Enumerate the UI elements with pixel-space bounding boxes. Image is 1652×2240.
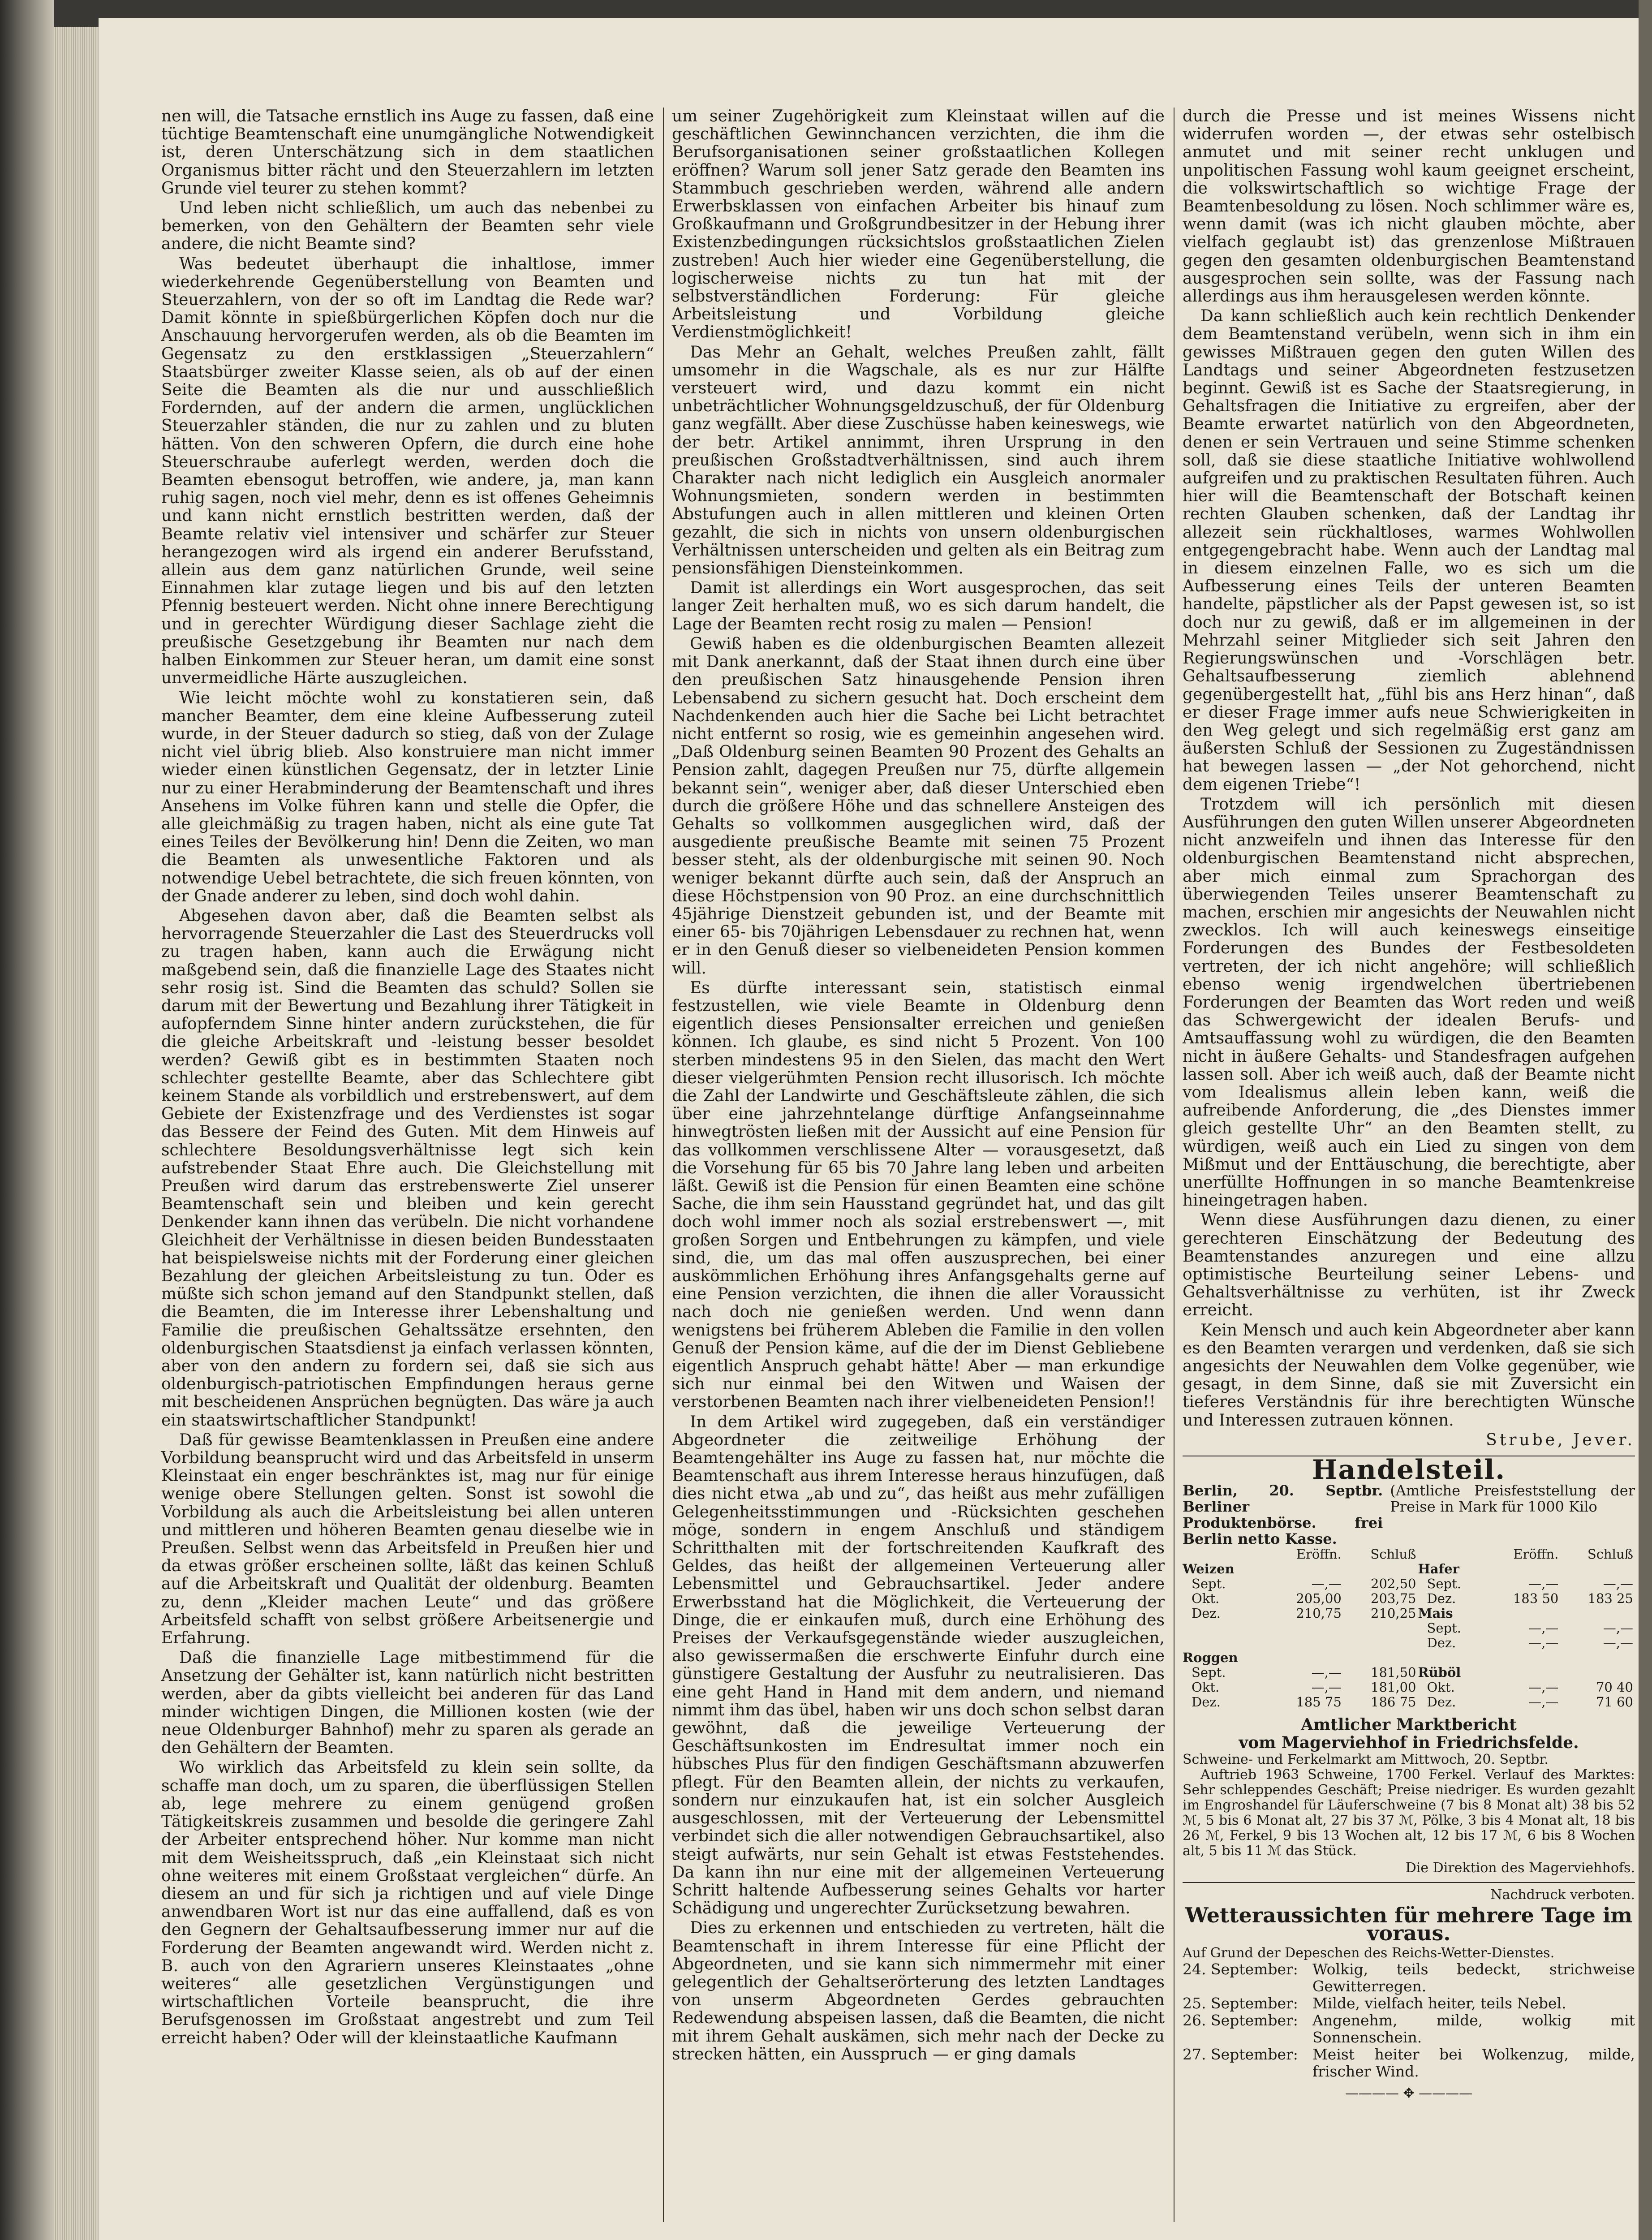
weather-intro: Auf Grund der Depeschen des Reichs-Wetter-Dienstes. <box>1183 1945 1555 1961</box>
paragraph: Damit ist allerdings ein Wort ausgesprochen, das seit langer Zeit herhalten muß, wo es sich darum handelt, die Lage der Beamten recht rosig zu malen — Pension! <box>672 579 1165 633</box>
weather-forecast-row <box>1183 1961 1635 1995</box>
article-column-1 <box>161 108 654 2049</box>
newspaper-page <box>99 18 1652 2240</box>
column-header: Schluß <box>1370 1546 1416 1562</box>
market-intro <box>1183 1482 1635 1547</box>
weather-forecast-row <box>1183 2012 1635 2046</box>
forecast-text: Wolkig, teils bedeckt, strichweise Gewitterregen. <box>1312 1960 1635 1995</box>
article-column-2 <box>672 108 1165 2065</box>
table-row: Roggen <box>1183 1650 1238 1666</box>
weather-heading: Wetteraussichten für mehrere Tage im voraus. <box>1185 1903 1633 1945</box>
market-intro-right: (Amtliche Preisfeststellung der Preise in Mark für 1000 Kilo <box>1390 1482 1635 1516</box>
forecast-date: 25. September: <box>1183 1994 1298 2012</box>
paragraph: Wenn diese Ausführungen dazu dienen, zu einer gerechteren Einschätzung der Bedeutung des Beamtenstandes anzuregen und eine allzu optimistische Beurteilung seiner Lebens- und Gehaltsverhältnisse zu verhüten, ist ihr Zweck erreicht. <box>1183 1211 1635 1320</box>
paragraph: Es dürfte interessant sein, statistisch einmal festzustellen, wie viele Beamte in Oldenburg denn eigentlich dieses Pensionsalter erreichen und genießen können. Ich glaube, es sind nicht 5 Prozent. Von 100 sterben mindestens 95 in den Sielen, das macht den Wert dieser vielgerühmten Pension recht illusorisch. Ich möchte die Zahl der Landwirte und Geschäftsleute zählen, die sich über eine jahrzehntelange dürftige Anfangseinnahme hinwegtrösten ließen mit der Aussicht auf eine Pension für das vollkommen verschlissene Alter — vorausgesetzt, daß die Vorsehung für 65 bis 70 Jahre lang leben und arbeiten läßt. Gewiß ist die Pension für einen Beamten eine schöne Sache, die ihm sein Hausstand gegründet hat, und das gilt doch wohl immer noch als sozial erstrebenswert —, mit großen Sorgen und Entbehrungen zu kämpfen, und viele sind, die, um das mal offen auszusprechen, bei einer auskömmlichen Erhöhung ihres Anfangsgehalts gerne auf eine Pension verzichten, die ihnen die aller Voraussicht nach doch nie genießen werden. Und wenn dann wenigstens bei früherem Ableben die Familie in den vollen Genuß der Pension käme, auf die der im Dienst Gebliebene eigentlich Anspruch gehabt hätte! Aber — man erkundige sich nur einmal bei den Witwen und Waisen der verstorbenen Beamten nach ihrer vielbeneideten Pension!! <box>672 978 1165 1412</box>
page-stack <box>54 27 99 2240</box>
paragraph: Das Mehr an Gehalt, welches Preußen zahlt, fällt umsomehr in die Wagschale, als es nur zur Hälfte versteuert wird, und dazu kommt ein nicht unbeträchtlicher Wohnungsgeldzuschuß, der für Oldenburg ganz wegfällt. Aber diese Zuschüsse haben keineswegs, wie der betr. Artikel annimmt, ihren Ursprung in den preußischen Großstadtverhältnissen, sind auch ihrem Charakter nach nicht lediglich ein Ausgleich anormaler Wohnungsmieten, sondern werden in bestimmten Abstufungen auch in allen mittleren und kleinen Orten gezahlt, die sich in nichts von unsern oldenburgischen Verhältnissen unterscheiden und gelten als ein Beitrag zum pensionsfähigen Diensteinkommen. <box>672 343 1165 578</box>
forecast-text: Angenehm, milde, wolkig mit Sonnenschein. <box>1312 2012 1635 2046</box>
column-header: Schluß <box>1587 1546 1633 1562</box>
table-row: Sept. —,— —,— <box>1427 1620 1633 1636</box>
paragraph: Daß für gewisse Beamtenklassen in Preußen eine andere Vorbildung beansprucht wird und das Arbeitsfeld in unserm Kleinstaat ein enger beschränktes ist, mag nur für einige wenige obere Stellungen gelten. Sonst ist sowohl die Vorbildung als auch die Arbeitsleistung bei allen unteren und mittleren und höheren Beamten genau dieselbe wie in Preußen. Selbst wenn das Arbeitsfeld in Preußen hier und da etwas größer erscheinen sollte, läßt das keinen Schluß auf die Arbeitskraft und Qualität der oldenburg. Beamten zu, denn „Kleider machen Leute“ und das größere Arbeitsfeld schafft von selbst größere Arbeitsenergie und Erfahrung. <box>161 1430 654 1648</box>
forecast-text: Meist heiter bei Wolkenzug, milde, frischer Wind. <box>1312 2046 1635 2081</box>
column-header: Eröffn. <box>1296 1546 1342 1562</box>
end-ornament: ———— ✥ ———— <box>1345 2085 1473 2102</box>
column-divider <box>663 108 664 2222</box>
paragraph: Wo wirklich das Arbeitsfeld zu klein sein sollte, da schaffe man doch, um zu sparen, die überflüssigen Stellen ab, lege mehrere zu einem genügend großen Tätigkeitskreis zusammen und besolde die geringere Zahl der Arbeiter entsprechend höher. Nur komme man nicht mit dem Weisheitsspruch, daß „ein Kleinstaat sich nicht ohne weiteres mit einem Großstaat vergleichen“ dürfe. An diesem an und für sich ja richtigen und auf viele Dinge anwendbaren Wort ist nur das eine auffallend, daß es von den Gegnern der Gehaltsaufbesserung immer nur auf die Forderung der Beamten angewandt wird. Werden nicht z. B. auch von den Agrariern unseres Kleinstaates „ohne weiteres“ alle gesetzlichen Vergünstigungen und wirtschaftlichen Vorteile beansprucht, die ihre Berufsgenossen im Großstaat angestrebt und zum Teil erreicht haben? Oder will der kleinstaatliche Kaufmann <box>161 1758 654 2047</box>
table-row: Dez. 210,75 210,25 Mais <box>1192 1606 1453 1621</box>
table-row: Dez. 185 75 186 75 Dez. —,— 71 60 <box>1192 1694 1633 1710</box>
weather-forecast-row <box>1183 1995 1635 2012</box>
paragraph: nen will, die Tatsache ernstlich ins Auge zu fassen, daß eine tüchtige Beamtenschaft eine unumgängliche Notwendigkeit ist, deren Unterschätzung sich in dem staatlichen Organismus bitter rächt und den Steuerzahlern im letzten Grunde viel teurer zu stehen kommt? <box>161 107 654 198</box>
market-report-title: Amtlicher Marktbericht <box>1301 1715 1517 1735</box>
paragraph: Wie leicht möchte wohl zu konstatieren sein, daß mancher Beamter, dem eine kleine Aufbesserung zuteil wurde, in der Steuer dadurch so stieg, daß von der Zulage nicht viel übrig blieb. Also konstruiere man nicht immer wieder einen künstlichen Gegensatz, der in letzter Linie nur zu einer Herabminderung der Beamtenschaft und ihres Ansehens im Volke führen kann und stelle die Opfer, die alle gleichmäßig zu tragen haben, nicht als eine gute Tat eines Teiles der Bevölkerung hin! Denn die Zeiten, wo man die Beamten als unwesentliche Faktoren und als notwendige Uebel betrachtete, die sich freuen könnten, von der Gnade anderer zu leben, sind doch wohl dahin. <box>161 689 654 905</box>
paragraph: Gewiß haben es die oldenburgischen Beamten allezeit mit Dank anerkannt, daß der Staat ihnen durch eine über den preußischen Satz hinausgehende Pension ihren Lebensabend zu sichern gesucht hat. Doch erscheint dem Nachdenkenden auch hier die Sache bei Licht betrachtet nicht entfernt so rosig, wie es gemeinhin angesehen wird. „Daß Oldenburg seinen Beamten 90 Prozent des Gehalts an Pension zahlt, dagegen Preußen nur 75, dürfte allgemein bekannt sein“, weniger aber, daß dieser Unterschied eben durch die größere Höhe und das schnellere Ansteigen des Gehalts so vollkommen ausgeglichen wird, daß der ausgediente preußische Beamte mit seinen 75 Prozent besser steht, als der oldenburgische mit seinen 90. Noch weniger bekannt dürfte auch sein, daß der Anspruch an diese Höchstpension von 90 Proz. an eine durchschnittlich 45jährige Dienstzeit gebunden ist, und der Beamte mit einer 65- bis 70jährigen Lebensdauer zu rechnen hat, wenn er in den Genuß dieser so vielbeneideten Pension kommen will. <box>672 634 1165 978</box>
price-table-header <box>1183 1547 1635 1562</box>
paragraph: Was bedeutet überhaupt die inhaltlose, immer wiederkehrende Gegenüberstellung von Beamten und Steuerzahlern, von der so oft im Landtag die Rede war? Damit könnte in spießbürgerlichen Köpfen doch nur die Anschauung hervorgerufen werden, als ob die Beamten im Gegensatz zu den erstklassigen „Steuerzahlern“ Staatsbürger zweiter Klasse seien, als ob auf der einen Seite die Beamten als die nur und ausschließlich Fordernden, auf der andern die armen, unglücklichen Steuerzahler ständen, die nur zu zahlen und zu bluten hätten. Von den schweren Opfern, die durch eine hohe Steuerschraube auferlegt werden, werden doch die Beamten ebensogut betroffen, wie andere, ja, man kann ruhig sagen, noch viel mehr, denn es ist offenes Geheimnis und kann nicht ernstlich bestritten werden, daß der Beamte relativ viel intensiver und schärfer zur Steuer herangezogen wird als irgend ein anderer Berufsstand, allein aus dem ganz natürlichen Grunde, weil seine Einnahmen klar zutage liegen und bis auf den letzten Pfennig besteuert werden. Nicht ohne innere Berechtigung und in gerechter Würdigung dieser Sachlage zieht die preußische Gesetzgebung ihr Beamten nur nach dem halben Einkommen zur Steuer heran, um damit eine sonst unvermeidliche Härte auszugleichen. <box>161 254 654 688</box>
paragraph: durch die Presse und ist meines Wissens nicht widerrufen worden —, der etwas sehr ostelbisch anmutet und mit seiner recht unklugen und unpolitischen Fassung wohl kaum geeignet erscheint, die volkswirtschaftlich so wichtige Frage der Beamtenbesoldung zu lösen. Noch schlimmer wäre es, wenn damit (was ich nicht glauben möchte, aber vielfach geglaubt ist) das grenzenlose Mißtrauen gegen den gesamten oldenburgischen Beamtenstand ausgesprochen sein sollte, was der Fassung nach allerdings aus ihm herausgelesen werden könnte. <box>1183 107 1635 306</box>
table-row: Dez. —,— —,— <box>1427 1635 1633 1651</box>
paragraph: Trotzdem will ich persönlich mit diesen Ausführungen den guten Willen unserer Abgeordneten nicht anzweifeln und ihnen das Interesse für den oldenburgischen Beamtenstand nicht absprechen, aber mich einmal zum Sprachorgan des überwiegenden Teiles unserer Beamtenschaft zu machen, erschien mir angesichts der Neuwahlen nicht zwecklos. Ich will auch keineswegs einseitige Forderungen des Bundes der Festbesoldeten vertreten, der ich nicht angehöre; will schließlich ebenso wenig irgendwelchen übertriebenen Forderungen der Beamten das Wort reden und weiß das Schwergewicht der idealen Berufs- und Amtsauffassung wohl zu würdigen, die den Beamten nicht in äußere Gehalts- und Standesfragen aufgehen lassen soll. Aber ich weiß auch, daß der Beamte nicht vom Idealismus allein leben kann, weiß die aufreibende Anforderung, die „des Dienstes immer gleich gestellte Uhr“ an den Beamten stellt, zu würdigen, weiß auch ein Lied zu singen von dem Mißmut und der Enttäuschung, die berechtigte, aber unerfüllte Hoffnungen in so manche Beamtenkreise hineingetragen haben. <box>1183 795 1635 1210</box>
paragraph: Dies zu erkennen und entschieden zu vertreten, hält die Beamtenschaft in ihrem Interesse für eine Pflicht der Abgeordneten, und sie kann sich nimmermehr mit einer gelegentlich der Gehaltserörterung des letzten Landtages von unserm Abgeordneten Gerdes gebrauchten Redewendung abspeisen lassen, daß die Beamten, die nicht mit ihrem Gehalt auskämen, sich mehr nach der Decke zu strecken hätten, ein Ausspruch — er ging damals <box>672 1919 1165 2063</box>
table-row: Sept. —,— 181,50 Rüböl <box>1192 1665 1461 1680</box>
article-column-3 <box>1183 108 1635 2102</box>
forecast-date: 24. September: <box>1183 1960 1298 1978</box>
market-heading: Handelsteil. <box>1312 1454 1506 1486</box>
paragraph: Kein Mensch und auch kein Abgeordneter aber kann es den Beamten verargen und verdenken, daß sie sich angesichts der Neuwahlen dem Volke gegenüber, wie gesagt, in dem Sinne, daß sie mit Zuversicht ein tieferes Verständnis für ihre berechtigten Wünsche und Interessen zutrauen können. <box>1183 1321 1635 1430</box>
price-table <box>1183 1547 1635 1710</box>
paragraph: Abgesehen davon aber, daß die Beamten selbst als hervorragende Steuerzahler die Last des Steuerdrucks voll zu tragen haben, kann auch die Erwägung nicht maßgebend sein, daß die finanzielle Lage des Staates nicht sehr rosig ist. Sind die Beamten das schuld? Sollen sie darum mit der Bewertung und Bezahlung ihrer Tätigkeit in aufopferndem Sinne hinter andern zurückstehen, die für die gleiche Arbeitskraft und -leistung besser besoldet werden? Gewiß gibt es in bestimmten Staaten noch schlechter gestellte Beamte, aber das Schlechtere gibt keinem Stande als vorbildlich und erstrebenswert, auf dem Gebiete der Existenzfrage und des Verdienstes ist sogar das Bessere der Feind des Guten. Mit dem Hinweis auf schlechtere Besoldungsverhältnisse legt sich kein aufstrebender Staat Ehre auch. Die Gleichstellung mit Preußen wird darum das erstrebenswerte Ziel unserer Beamtenschaft sein und bleiben und kein gerecht Denkender kann ihnen das verübeln. Die nicht vorhandene Gleichheit der Verhältnisse in diesen beiden Bundesstaaten hat beispielsweise nichts mit der Forderung einer gleichen Bezahlung der gleichen Arbeitsleistung zu tun. Oder es müßte sich schon jemand auf den Standpunkt stellen, daß die Beamten, die im Interesse ihrer Lebenshaltung und Familie die preußischen Gehaltssätze ersehnten, den oldenburgischen Staatsdienst ja einfach verlassen könnten, aber von den andern zu fordern sei, daß sie sich aus oldenburgisch-patriotischen Empfindungen heraus gerne mit bescheidenen Ansprüchen begnügten. Das wäre ja auch ein staatswirtschaftlicher Standpunkt! <box>161 906 654 1430</box>
reprint-notice: Nachdruck verboten. <box>1490 1887 1635 1903</box>
market-report-date: Schweine- und Ferkelmarkt am Mittwoch, 20. Septbr. <box>1183 1751 1549 1767</box>
table-row: Okt. 205,00 203,75 Dez. 183 50 183 25 <box>1192 1591 1633 1607</box>
forecast-text: Milde, vielfach heiter, teils Nebel. <box>1312 1994 1566 2012</box>
paragraph: Und leben nicht schließlich, um auch das nebenbei zu bemerken, von den Gehältern der Beamten sehr viele andere, die nicht Beamte sind? <box>161 199 654 254</box>
weather-forecast-row <box>1183 2046 1635 2080</box>
table-row: Sept. —,— 202,50 Sept. —,— —,— <box>1192 1576 1633 1592</box>
paragraph: um seiner Zugehörigkeit zum Kleinstaat willen auf die geschäftlichen Gewinnchancen verzichten, die ihm die Berufsorganisationen seiner großstaatlichen Kollegen eröffnen? Warum soll jener Satz gerade den Beamten ins Stammbuch geschrieben werden, während alle andern Erwerbsklassen von einfachen Arbeiter bis hinauf zum Großkaufmann und Großgrundbesitzer in der Hebung ihrer Existenzbedingungen rücksichtslos großstaatlichen Zielen zustreben! Auch hier wieder eine Gegenüberstellung, die logischerweise nichts zu tun hat mit der selbstverständlichen Forderung: Für gleiche Arbeitsleistung und Vorbildung gleiche Verdienstmöglichkeit! <box>672 107 1165 342</box>
forecast-date: 27. September: <box>1183 2046 1298 2063</box>
column-header: Eröffn. <box>1513 1546 1559 1562</box>
paragraph: Da kann schließlich auch kein rechtlich Denkender dem Beamtenstand verübeln, wenn sich in ihm ein gewisses Mißtrauen gegen den guten Willen des Landtags und seiner Abgeordneten festzusetzen beginnt. Gewiß ist es Sache der Staatsregierung, in Gehaltsfragen die Initiative zu ergreifen, aber der Beamte erwartet natürlich von den Abgeordneten, denen er sein Vertrauen und seine Stimme schenken soll, daß sie diese staatliche Initiative wohlwollend aufgreifen und zu praktischen Resultaten führen. Auch hier will die Beamtenschaft der Botschaft keinen rechten Glauben schenken, daß der Landtag ihr allezeit sein rückhaltloses, warmes Wohlwollen entgegengebracht habe. Wenn auch der Landtag mal in diesem einzelnen Falle, wo es sich um die Aufbesserung eines Teils der unteren Beamten handelte, päpstlicher als der Papst gewesen ist, so ist doch nur zu gewiß, daß er im allgemeinen in der Mehrzahl seiner Mitglieder sich seit Jahren den Regierungswünschen und -Vorschlägen betr. Gehaltsaufbesserung ziemlich ablehnend gegenübergestellt hat, „fühl bis ans Herz hinan“, daß er dieser Frage immer aufs neue Schwierigkeiten in den Weg gelegt und sich regelmäßig erst ganz am äußersten Schluß der Sessionen zu Zugeständnissen hat bewegen lassen — „der Not gehorchend, nicht dem eigenen Triebe“! <box>1183 307 1635 794</box>
table-row: Weizen Hafer <box>1183 1561 1459 1577</box>
book-binding-edge <box>0 0 54 2240</box>
paragraph: In dem Artikel wird zugegeben, daß ein verständiger Abgeordneter die zeitweilige Erhöhung der Beamtengehälter ins Auge zu fassen hat, nur möchte die Beamtenschaft aus ihrem Interesse heraus hinzufügen, daß dies nicht etwa „ab und zu“, das heißt aus mehr zufälligen Gelegenheitsstimmungen und -Rücksichten geschehen möge, sondern in engem Anschluß und ständigem Schritthalten mit der fortschreitenden Kaufkraft des Geldes, das heißt der allgemeinen Verteuerung aller Lebensmittel und Gebrauchsartikel. Jeder andere Erwerbsstand hat die Möglichkeit, die Verteuerung der Dinge, die er einkaufen muß, durch eine Erhöhung des Preises der Verkaufsgegenstände wieder auszugleichen, also gewissermaßen die erschwerte Einfuhr durch eine günstigere Gestaltung der Ausfuhr zu neutralisieren. Das eine geht Hand in Hand mit dem andern, und niemand nimmt ihm das übel, haben wir uns doch schon selbst daran gewöhnt, daß die jeweilige Verteuerung der Geschäftsunkosten im Endresultat immer noch ein hübsches Plus für den findigen Geschäftsmann abzuwerfen pflegt. Für den Beamten allein, der nichts zu verkaufen, sondern nur einzukaufen hat, ist ein solcher Ausgleich ausgeschlossen, mit der Verteuerung der Lebensmittel verbindet sich die aller notwendigen Gebrauchsartikel, also steigt aufwärts, nur sein Gehalt ist etwas Feststehendes. Da kann ihn nur eine mit der allgemeinen Verteuerung Schritt haltende Aufbesserung seines Gehalts vor harter Schädigung und ungerechter Zurücksetzung bewahren. <box>672 1413 1165 1918</box>
forecast-date: 26. September: <box>1183 2012 1298 2029</box>
table-row: Okt. —,— 181,00 Okt. —,— 70 40 <box>1192 1680 1633 1695</box>
market-report-body: Auftrieb 1963 Schweine, 1700 Ferkel. Verlauf des Marktes: Sehr schleppendes Geschäft; Preise niedriger. Es wurden gezahlt im Engroshandel für Läuferschweine (7 bis 8 Monat alt) 38 bis 52 ℳ, 5 bis 6 Monat alt, 27 bis 37 ℳ, Pölke, 3 bis 4 Monat alt, 18 bis 26 ℳ, Ferkel, 9 bis 13 Wochen alt, 12 bis 17 ℳ, 6 bis 8 Wochen alt, 5 bis 11 ℳ das Stück. <box>1183 1766 1635 1859</box>
market-intro-left: Berlin, 20. Septbr. Berliner Produktenbörse. frei Berlin netto Kasse. <box>1183 1482 1383 1548</box>
section-rule <box>1183 1882 1635 1883</box>
market-report-signature: Die Direktion des Magerviehhofs. <box>1405 1860 1635 1876</box>
paragraph: Daß die finanzielle Lage mitbestimmend für die Ansetzung der Gehälter ist, kann natürlich nicht bestritten werden, aber da gibts vielleicht bei anderen für das Land minder wichtigen Dingen, die Millionen kosten (wie der neue Oldenburger Bahnhof) mehr zu sparen als gerade an den Gehältern der Beamten. <box>161 1649 654 1758</box>
binding-shadow <box>1639 0 1652 2240</box>
article-signature: Strube, Jever. <box>1486 1430 1635 1449</box>
market-report-subtitle: vom Magerviehhof in Friedrichsfelde. <box>1239 1733 1579 1753</box>
